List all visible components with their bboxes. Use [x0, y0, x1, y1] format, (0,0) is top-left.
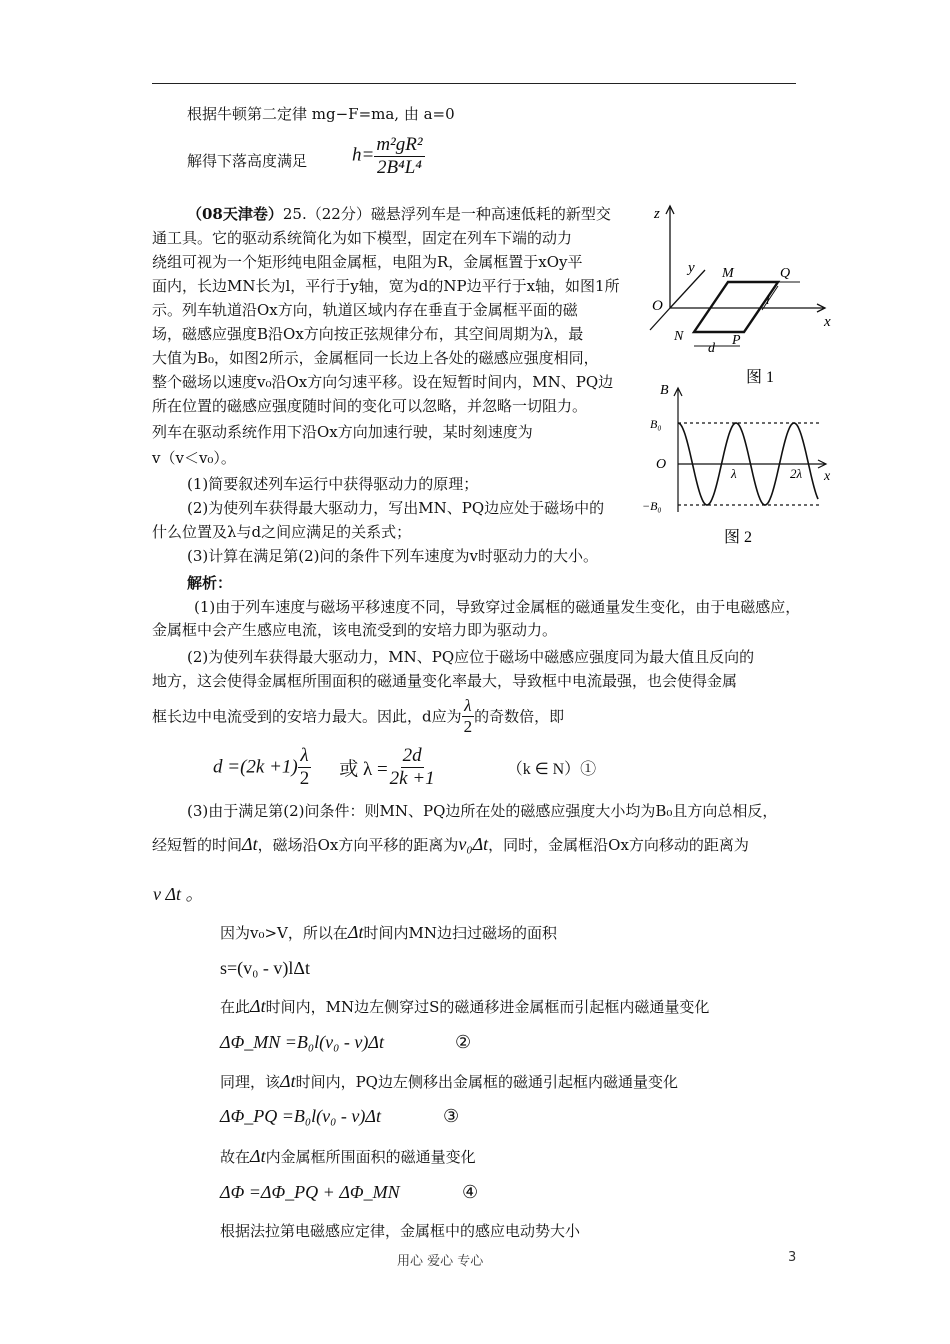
- analysis-line-faraday: 根据法拉第电磁感应定律，金属框中的感应电动势大小: [220, 1222, 581, 1240]
- analysis-line-area: 因为v₀>V，所以在Δt时间内MN边扫过磁场的面积: [220, 922, 557, 942]
- fig1-m-label: M: [722, 266, 734, 281]
- analysis-p3-line3: v Δt 。: [153, 884, 204, 904]
- figure-2-caption: 图 2: [724, 529, 753, 546]
- fig1-l-label: l: [766, 292, 770, 307]
- equation-1: d =(2k +1) $\frac{\lambda}{2}$ 或 λ = $\frac{2d}{2k +1}$ （k ∈ N）①: [213, 745, 597, 789]
- analysis-line-total: 故在Δt内金属框所围面积的磁通量变化: [220, 1146, 476, 1166]
- figure-1-frame-diagram: [640, 198, 840, 398]
- fig1-p-label: P: [732, 333, 741, 348]
- problem-line-0: 磁悬浮列车是一种高速低耗的新型交: [370, 205, 611, 223]
- fig2-origin-label: O: [656, 457, 667, 472]
- problem-line: 所在位置的磁感应强度随时间的变化可以忽略，并忽略一切阻力。: [152, 397, 588, 415]
- question-1: (1)简要叙述列车运行中获得驱动力的原理；: [187, 475, 479, 493]
- analysis-line-mn: 在此Δt时间内，MN边左侧穿过S的磁通移进金属框而引起框内磁通量变化: [220, 996, 710, 1016]
- problem-line: v（v＜v₀）。: [152, 449, 236, 467]
- fig1-n-label: N: [674, 329, 684, 344]
- analysis-p3-line1: (3)由于满足第(2)问条件：则MN、PQ边所在处的磁感应强度大小均为B₀且方向总相反，: [187, 802, 778, 820]
- problem-line: 大值为B₀，如图2所示，金属框同一长边上各处的磁感应强度相同，: [152, 349, 599, 367]
- problem-line: 列车在驱动系统作用下沿Ox方向加速行驶，某时刻速度为: [152, 423, 533, 441]
- problem-line: 通工具。它的驱动系统简化为如下模型，固定在列车下端的动力: [152, 229, 573, 247]
- l-dimension: [762, 286, 778, 310]
- footer-motto: 用心 爱心 专心: [397, 1254, 484, 1269]
- equation-2-number: ②: [455, 1032, 472, 1052]
- analysis-p3-line2: 经短暂的时间Δt，磁场沿Ox方向平移的距离为v₀Δt，同时，金属框沿Ox方向移动的距离为: [152, 834, 749, 854]
- analysis-line-pq: 同理，该Δt时间内，PQ边左侧移出金属框的磁通引起框内磁通量变化: [220, 1071, 678, 1091]
- equation-4-number: ④: [462, 1182, 479, 1202]
- problem-line: 绕组可视为一个矩形纯电阻金属框，电阻为R，金属框置于xOy平: [152, 253, 583, 271]
- equation-2: ΔΦ_MN =B₀l(v₀ - v)Δt: [220, 1032, 384, 1052]
- analysis-p2-line3: 框长边中电流受到的安培力最大。因此，d应为 $\frac{\lambda}{2}$ 的奇数倍，即: [152, 696, 565, 736]
- intro-line: 根据牛顿第二定律 mg−F=ma, 由 a=0: [187, 105, 455, 123]
- fig1-y-label: y: [688, 260, 695, 276]
- problem-line: 面内，长边MN长为l，平行于y轴，宽为d的NP边平行于x轴，如图1所: [152, 277, 620, 295]
- fig1-x-label: x: [824, 314, 831, 330]
- question-2: (2)为使列车获得最大驱动力，写出MN、PQ边应处于磁场中的: [187, 499, 605, 517]
- fig1-z-label: z: [654, 206, 660, 222]
- problem-line: 整个磁场以速度v₀沿Ox方向匀速平移。设在短暂时间内，MN、PQ边: [152, 373, 614, 391]
- problem-line: 示。列车轨道沿Ox方向，轨道区域内存在垂直于金属框平面的磁: [152, 301, 578, 319]
- fig2-lambda-label: λ: [731, 466, 737, 481]
- metal-frame: [694, 282, 778, 332]
- fig1-d-label: d: [708, 341, 715, 356]
- page-number: 3: [788, 1250, 797, 1265]
- analysis-p1: (1)由于列车速度与磁场平移速度不同，导致穿过金属框的磁通量发生变化，由于电磁感应，金属框中会产生感应电流，该电流受到的安培力即为驱动力。: [152, 598, 801, 639]
- figure-1-caption: 图 1: [746, 369, 775, 386]
- problem-line: 场，磁感应强度B沿Ox方向按正弦规律分布，其空间周期为λ，最: [152, 325, 584, 343]
- figure-2-sine-field: [640, 380, 840, 552]
- question-3: (3)计算在满足第(2)问的条件下列车速度为v时驱动力的大小。: [187, 547, 598, 565]
- equation-4: ΔΦ =ΔΦ_PQ + ΔΦ_MN: [220, 1182, 400, 1202]
- fig1-q-label: Q: [780, 266, 791, 281]
- equation-s: s=(v₀ - v)lΔt: [220, 958, 310, 978]
- height-label: 解得下落高度满足: [187, 152, 308, 170]
- problem-source: （08天津卷）: [187, 205, 283, 223]
- equation-3: ΔΦ_PQ =B₀l(v₀ - v)Δt: [220, 1106, 381, 1126]
- header-rule: [152, 83, 796, 84]
- fig2-negb0-label: −B₀: [642, 499, 662, 513]
- analysis-p2-line1: (2)为使列车获得最大驱动力，MN、PQ应位于磁场中磁感应强度同为最大值且反向的: [187, 648, 755, 666]
- question-2-cont: 什么位置及λ与d之间应满足的关系式；: [152, 523, 412, 541]
- analysis-heading: 解析：: [187, 574, 233, 592]
- fig2-x-label: x: [824, 469, 831, 484]
- equation-3-number: ③: [443, 1106, 460, 1126]
- analysis-p2-line2: 地方，这会使得金属框所围面积的磁通量变化率最大，导致框中电流最强，也会使得金属: [152, 672, 738, 690]
- height-formula: h= $\frac{\text{m²gR²}}{\text{2B⁴L⁴}}$: [352, 134, 423, 178]
- fig2-b-label: B: [660, 383, 669, 398]
- fig2-b0-label: B₀: [650, 417, 662, 431]
- problem-number: 25.（22分）: [282, 205, 371, 223]
- fig1-origin-label: O: [652, 298, 663, 314]
- fig2-2lambda-label: 2λ: [790, 466, 803, 481]
